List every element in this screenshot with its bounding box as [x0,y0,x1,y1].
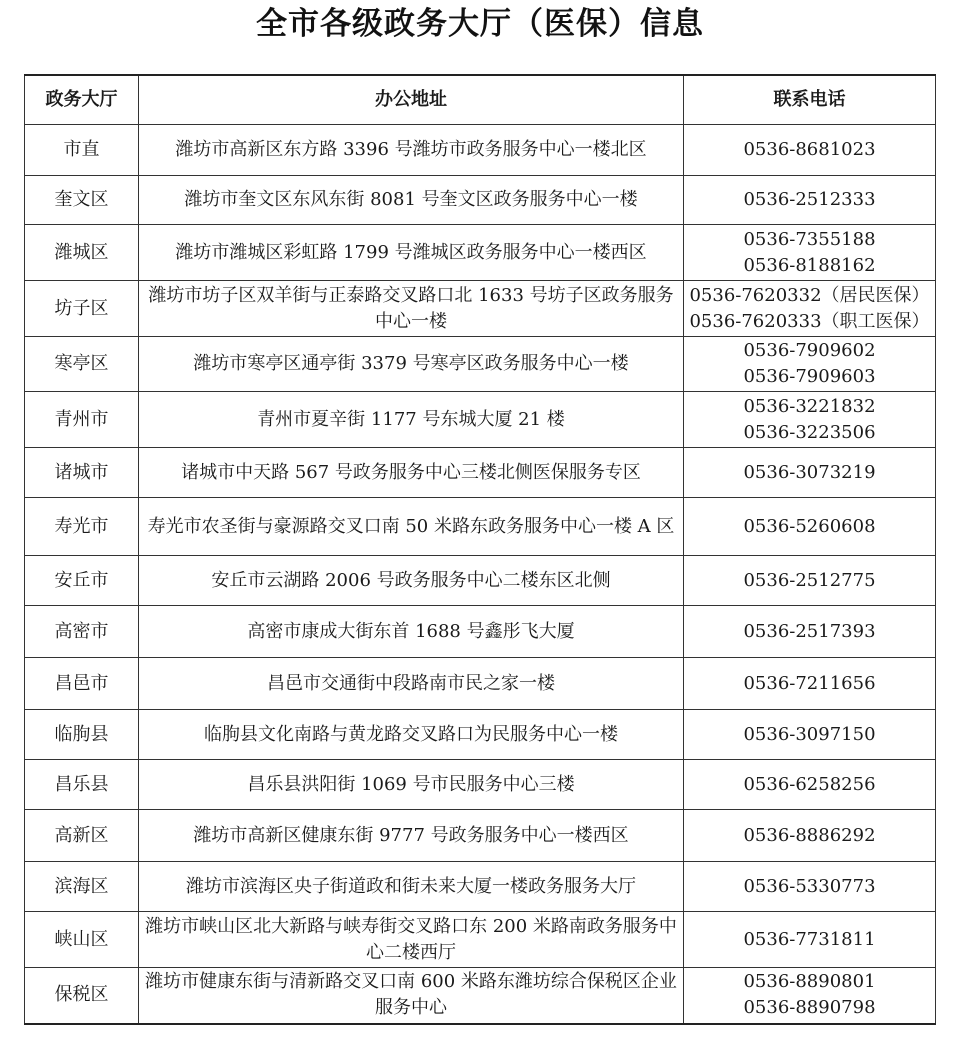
address-cell: 潍坊市健康东街与清新路交叉口南 600 米路东潍坊综合保税区企业服务中心 [139,968,684,1024]
phone-cell [684,498,936,556]
table-row [25,760,936,810]
column-header-hall: 政务大厅 [25,75,139,125]
table-row [25,176,936,225]
table-header-row [25,75,936,125]
phone-number: 0536-5330773 [743,875,876,897]
phone-number: 0536-8890798 [743,997,876,1019]
phone-number: 0536-5260608 [743,515,876,537]
address-cell: 潍坊市奎文区东风东街 8081 号奎文区政务服务中心一楼 [139,176,684,225]
address-cell: 昌乐县洪阳街 1069 号市民服务中心三楼 [139,760,684,810]
table-row [25,658,936,710]
hall-name-cell: 青州市 [25,392,139,448]
phone-cell [684,125,936,176]
phone-number: 0536-3223506 [743,421,876,443]
table-row [25,556,936,606]
phone-number: 0536-8188162 [743,254,876,276]
phone-number: 0536-7355188 [743,228,876,250]
phone-cell [684,912,936,968]
page-title: 全市各级政务大厅（医保）信息 [256,6,704,42]
table-body [25,125,936,1024]
phone-number: 0536-8890801 [743,971,876,993]
phone-cell [684,760,936,810]
address-cell: 安丘市云湖路 2006 号政务服务中心二楼东区北侧 [139,556,684,606]
table-row [25,498,936,556]
address-cell: 青州市夏辛街 1177 号东城大厦 21 楼 [139,392,684,448]
government-hall-table [24,74,936,1025]
table-row [25,448,936,498]
phone-cell [684,448,936,498]
phone-number: 0536-3073219 [743,461,876,483]
phone-cell [684,176,936,225]
hall-name-cell: 峡山区 [25,912,139,968]
phone-number: 0536-7211656 [743,672,876,694]
phone-cell [684,225,936,281]
hall-name-cell: 奎文区 [25,176,139,225]
phone-number: 0536-7909602 [743,340,876,361]
phone-cell [684,556,936,606]
phone-number: 0536-6258256 [743,773,876,795]
table-row [25,968,936,1024]
phone-number: 0536-8681023 [743,139,876,160]
phone-cell [684,281,936,337]
hall-name-cell: 安丘市 [25,556,139,606]
table-row [25,710,936,760]
address-cell: 寿光市农圣街与豪源路交叉口南 50 米路东政务服务中心一楼 A 区 [139,498,684,556]
table-row [25,225,936,281]
hall-name-cell: 滨海区 [25,862,139,912]
phone-cell [684,337,936,392]
table-row [25,810,936,862]
hall-name-cell: 诸城市 [25,448,139,498]
phone-number: 0536-3097150 [743,723,876,745]
hall-name-cell: 寒亭区 [25,337,139,392]
phone-number: 0536-7909603 [743,366,876,387]
address-cell: 昌邑市交通街中段路南市民之家一楼 [139,658,684,710]
phone-cell [684,710,936,760]
phone-number: 0536-7620332（居民医保） [689,284,930,306]
table-row [25,862,936,912]
address-cell: 潍坊市高新区健康东街 9777 号政务服务中心一楼西区 [139,810,684,862]
table-row [25,606,936,658]
phone-cell [684,862,936,912]
phone-number: 0536-2512333 [743,189,876,210]
phone-cell [684,658,936,710]
hall-name-cell: 临朐县 [25,710,139,760]
phone-cell [684,392,936,448]
phone-number: 0536-7620333（职工医保） [689,310,930,332]
table-row [25,125,936,176]
phone-cell [684,606,936,658]
address-cell: 高密市康成大街东首 1688 号鑫彤飞大厦 [139,606,684,658]
table-row [25,392,936,448]
address-cell: 潍坊市寒亭区通亭街 3379 号寒亭区政务服务中心一楼 [139,337,684,392]
address-cell: 潍坊市坊子区双羊街与正泰路交叉路口北 1633 号坊子区政务服务中心一楼 [139,281,684,337]
hall-name-cell: 昌邑市 [25,658,139,710]
hall-name-cell: 潍城区 [25,225,139,281]
phone-cell [684,968,936,1024]
address-cell: 诸城市中天路 567 号政务服务中心三楼北侧医保服务专区 [139,448,684,498]
hall-name-cell: 寿光市 [25,498,139,556]
hall-name-cell: 昌乐县 [25,760,139,810]
hall-name-cell: 坊子区 [25,281,139,337]
address-cell: 临朐县文化南路与黄龙路交叉路口为民服务中心一楼 [139,710,684,760]
column-header-address: 办公地址 [139,75,684,125]
hall-name-cell: 高密市 [25,606,139,658]
phone-number: 0536-3221832 [743,395,876,417]
phone-number: 0536-8886292 [743,824,876,846]
table-row [25,281,936,337]
table-row [25,912,936,968]
table-row [25,337,936,392]
address-cell: 潍坊市潍城区彩虹路 1799 号潍城区政务服务中心一楼西区 [139,225,684,281]
phone-number: 0536-2517393 [743,620,876,642]
phone-cell [684,810,936,862]
address-cell: 潍坊市峡山区北大新路与峡寿街交叉路口东 200 米路南政务服务中心二楼西厅 [139,912,684,968]
column-header-phone: 联系电话 [684,75,936,125]
hall-name-cell: 保税区 [25,968,139,1024]
hall-name-cell: 高新区 [25,810,139,862]
hall-name-cell: 市直 [25,125,139,176]
phone-number: 0536-2512775 [743,569,876,591]
address-cell: 潍坊市高新区东方路 3396 号潍坊市政务服务中心一楼北区 [139,125,684,176]
phone-number: 0536-7731811 [743,928,876,950]
address-cell: 潍坊市滨海区央子街道政和街未来大厦一楼政务服务大厅 [139,862,684,912]
